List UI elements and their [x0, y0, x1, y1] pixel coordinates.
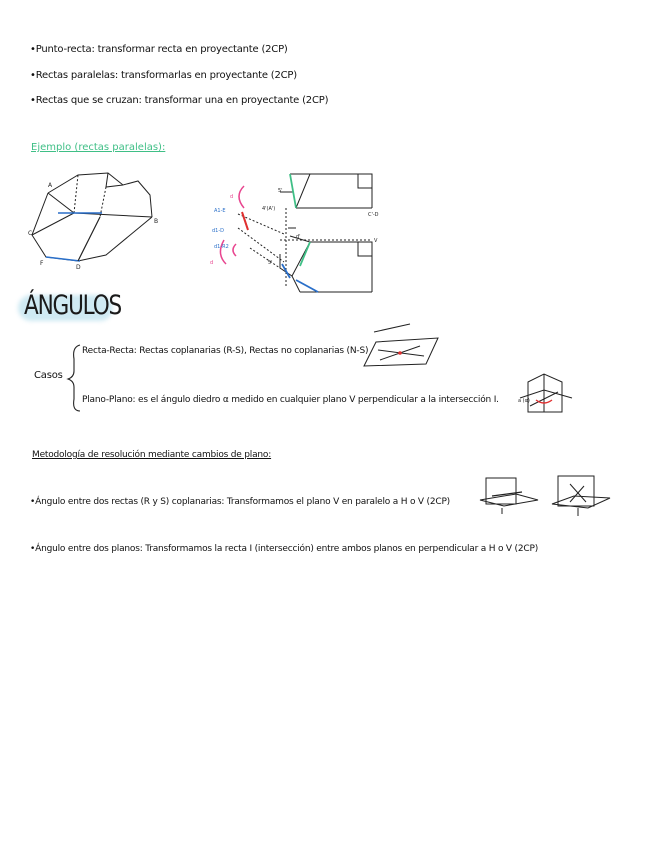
label-a: A: [48, 182, 53, 189]
note-rectas-paralelas: •Rectas paralelas: transformarlas en proyectante (2CP): [30, 70, 297, 81]
method-sketches: [478, 474, 618, 519]
label-rh: 5': [278, 188, 283, 194]
label-g2: d1-D: [212, 228, 225, 234]
label-g3: d1-R2: [214, 244, 229, 250]
metodologia-heading: Metodología de resolución mediante cambios de plano:: [32, 450, 272, 460]
label-d: D: [76, 264, 81, 271]
caso-recta-recta: Recta-Recta: Rectas coplanarias (R-S), Rectas no coplanarias (N-S): [82, 346, 369, 356]
metodologia-item-rectas: •Ángulo entre dos rectas (R y S) coplanarias: Transformamos el plano V en paralelo a H o V (2CP): [30, 497, 450, 507]
prism-sketch: [28, 165, 168, 275]
orthographic-sketch: [200, 168, 380, 303]
casos-label: Casos: [34, 370, 63, 381]
label-kh: d': [296, 234, 301, 240]
label-g1: A1-E: [214, 208, 226, 214]
angulos-title: ÁNGULOS: [24, 290, 122, 321]
dihedral-label: a (α): [518, 398, 530, 404]
label-mag-bot: d: [210, 260, 214, 266]
label-re: 5': [268, 260, 273, 266]
note-punto-recta: •Punto-recta: transformar recta en proyectante (2CP): [30, 44, 288, 55]
example-heading: Ejemplo (rectas paralelas):: [31, 142, 166, 153]
plane-sketch: [360, 320, 450, 370]
label-c: C: [28, 230, 33, 237]
label-c2: C'-D: [368, 212, 379, 218]
metodologia-item-planos: •Ángulo entre dos planos: Transformamos la recta I (intersección) entre ambos planos en perpendicular a H o V (2CP): [30, 544, 539, 554]
label-b: B: [154, 218, 159, 225]
dihedral-sketch: [518, 372, 578, 427]
label-rv: 4'(A'): [262, 206, 276, 212]
note-rectas-cruzan: •Rectas que se cruzan: transformar una en proyectante (2CP): [30, 95, 329, 106]
caso-plano-plano: Plano-Plano: es el ángulo diedro α medido en cualquier plano V perpendicular a la intersección I.: [82, 395, 499, 405]
label-v: V: [374, 238, 378, 244]
label-f: F: [40, 260, 44, 267]
label-mag-top: d: [230, 194, 234, 200]
